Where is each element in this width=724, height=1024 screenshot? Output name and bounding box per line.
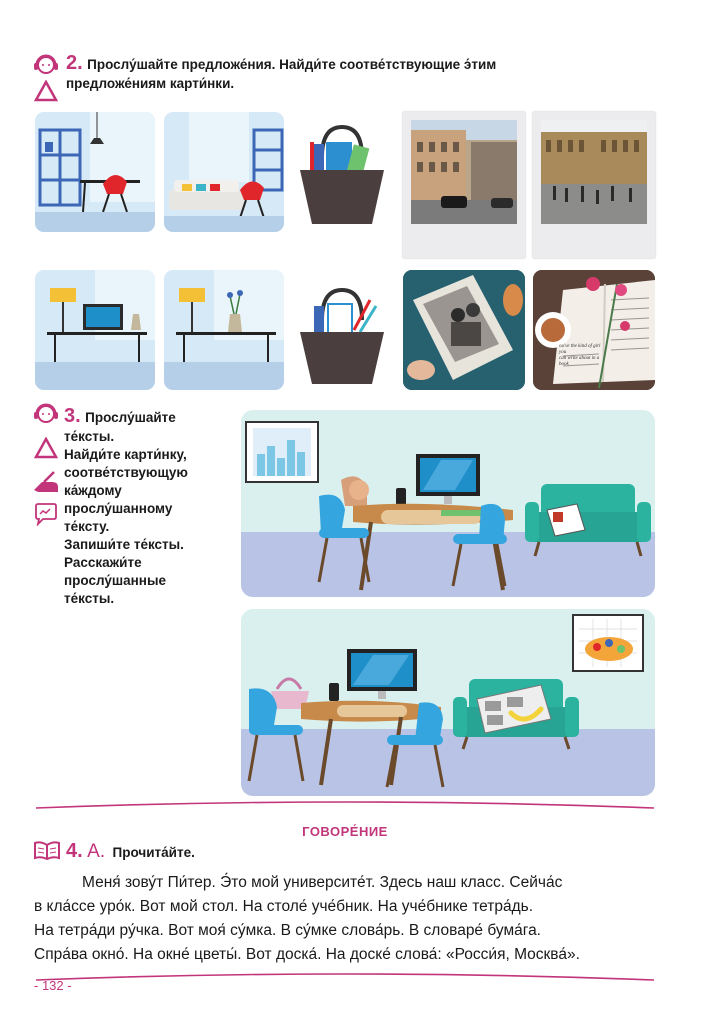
task-3-line-1: Прослу́шайте bbox=[85, 410, 176, 425]
book-icon bbox=[33, 841, 61, 861]
classroom-illustration-2 bbox=[241, 609, 655, 796]
task-4-paragraph bbox=[34, 871, 654, 967]
photo-album-hands-photo bbox=[403, 270, 525, 390]
polaroid-square-crowd-photo bbox=[533, 112, 655, 258]
classroom-illustration-1 bbox=[241, 410, 655, 597]
task-4-line-4: Спра́ва окно́. На окне́ цветы́. Вот доска́. На доске́ слова́: «Росси́я, Москва́». bbox=[34, 946, 580, 963]
book-text-line2: can write about in a book bbox=[559, 356, 600, 367]
task-3-line-10: прослу́шанные bbox=[64, 573, 166, 588]
task-3-line-4: соотве́тствующую bbox=[64, 465, 188, 480]
bag-with-books-image bbox=[292, 112, 392, 232]
desk-lamp-flowers-image bbox=[164, 270, 284, 390]
bag-with-pens-image bbox=[292, 270, 392, 390]
book-tea-flowers-photo bbox=[533, 270, 655, 390]
task-3-line-7: те́ксту. bbox=[64, 519, 110, 534]
writing-hand-icon bbox=[32, 470, 60, 494]
triangle-icon bbox=[34, 80, 58, 102]
room-bookshelf-chair-image bbox=[35, 112, 155, 232]
listen-head-icon bbox=[33, 402, 59, 424]
task-3-line-3: Найди́те карти́нку, bbox=[64, 447, 187, 462]
page-number: - 132 - bbox=[34, 978, 72, 993]
speech-bubble-icon bbox=[33, 502, 59, 526]
task-2-instruction-line1: Прослу́шайте предложе́ния. Найди́те соотве́тствующие э́тим bbox=[87, 57, 497, 72]
task-3-line-5: ка́ждому bbox=[64, 483, 122, 498]
footer-divider-line bbox=[34, 968, 656, 988]
task-4-line-1: Меня́ зову́т Пи́тер. Э́то мой университе́т. Здесь наш класс. Сейча́с bbox=[82, 874, 563, 891]
task-2-number: 2. bbox=[66, 52, 83, 74]
task-2-instruction-line2: предложе́ниям карти́нки. bbox=[66, 76, 235, 91]
polaroid-street-cars-photo bbox=[403, 112, 525, 258]
desk-lamp-computer-image bbox=[35, 270, 155, 390]
task-4-line-2: в кла́ссе уро́к. Вот мой стол. На столе́ уче́бник. На уче́бнике тетра́дь. bbox=[34, 898, 533, 915]
task-4-letter: А. bbox=[87, 841, 106, 862]
task-4-number: 4. bbox=[66, 840, 83, 862]
book-text-line1: ou've the kind of girl you bbox=[559, 344, 601, 355]
task-3-line-11: те́ксты. bbox=[64, 591, 115, 606]
task-4-line-3: На тетра́ди ру́чка. Вот моя́ су́мка. В су́мке слова́рь. В словаре́ бума́га. bbox=[34, 922, 541, 939]
task-3-line-9: Расскажи́те bbox=[64, 555, 142, 570]
task-3-line-2: те́ксты. bbox=[64, 429, 115, 444]
triangle-icon bbox=[34, 437, 58, 459]
task-3-number: 3. bbox=[64, 405, 81, 427]
room-sofa-chair-image bbox=[164, 112, 284, 232]
task-3-line-6: прослу́шанному bbox=[64, 501, 173, 516]
section-title: ГОВОРЕ́НИЕ bbox=[302, 824, 388, 839]
listen-head-icon bbox=[33, 53, 59, 75]
task-3-line-8: Запиши́те те́ксты. bbox=[64, 537, 184, 552]
section-divider-line bbox=[34, 800, 656, 820]
task-4-instruction: Прочита́йте. bbox=[112, 845, 195, 860]
